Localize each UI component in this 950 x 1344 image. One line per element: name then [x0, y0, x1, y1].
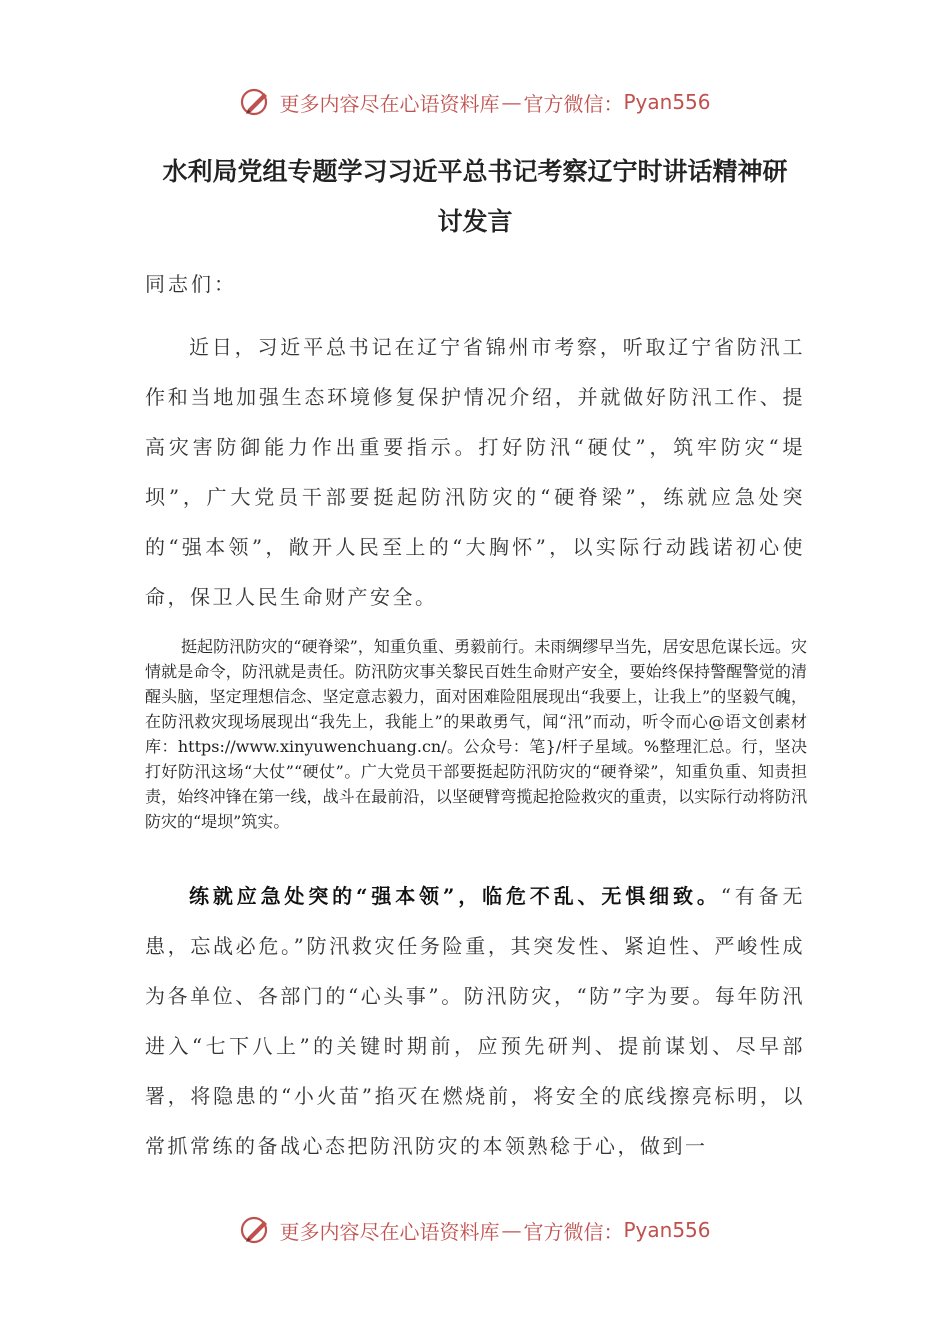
- footer-banner: [0, 1210, 950, 1250]
- paragraph-skills-lead: 练就应急处突的“强本领”，临危不乱、无惧细致。: [189, 884, 721, 908]
- banner-site-text: 更多内容尽在心语资料库: [279, 91, 500, 116]
- salutation: 同志们：: [145, 272, 237, 296]
- banner-separator: —: [501, 90, 522, 114]
- document-title-line1: 水利局党组专题学习习近平总书记考察辽宁时讲话精神研: [162, 157, 788, 186]
- pen-logo-icon: [239, 85, 273, 119]
- banner-wechat-id: Pyan556: [623, 90, 711, 114]
- banner-wechat-id: Pyan556: [623, 1218, 711, 1242]
- paragraph-intro: 近日，习近平总书记在辽宁省锦州市考察，听取辽宁省防汛工作和当地加强生态环境修复保护情况介绍，并就做好防汛工作、提高灾害防御能力作出重要指示。打好防汛“硬仗”，筑牢防灾“堤坝”，广大党员干部要挺起防汛防灾的“硬脊梁”，练就应急处突的“强本领”，敞开人民至上的“大胸怀”，以实际行动践诺初心使命，保卫人民生命财产安全。: [145, 335, 805, 609]
- banner-wechat-label: 官方微信：: [523, 91, 624, 116]
- header-banner: [0, 82, 950, 122]
- banner-separator: —: [501, 1218, 522, 1242]
- paragraph-skills-body: “有备无患，忘战必危。”防汛救灾任务险重，其突发性、紧迫性、严峻性成为各单位、各部门的“心头事”。防汛防灾，“防”字为要。每年防汛进入“七下八上”的关键时期前，应预先研判、提前谋划、尽早部署，将隐患的“小火苗”掐灭在燃烧前，将安全的底线擦亮标明，以常抓常练的备战心态把防汛防灾的本领熟稔于心，做到一: [145, 884, 805, 1158]
- pen-logo-icon: [239, 1213, 273, 1247]
- paragraph-backbone: 挺起防汛防灾的“硬脊梁”，知重负重、勇毅前行。未雨绸缪早当先，居安思危谋长远。灾情就是命令，防汛就是责任。防汛防灾事关黎民百姓生命财产安全，要始终保持警醒警觉的清醒头脑，坚定理想信念、坚定意志毅力，面对困难险阻展现出“我要上，让我上”的坚毅气魄，在防汛救灾现场展现出“我先上，我能上”的果敢勇气，闻“汛”而动，听令而心@语文创素材库：https://www.xinyuwenchuang.cn/。公众号：笔}/杆子星域。%整理汇总。行，坚决打好防汛这场“大仗”“硬仗”。广大党员干部要挺起防汛防灾的“硬脊梁”，知重负重、知责担责，始终冲锋在第一线，战斗在最前沿，以坚硬臂弯揽起抢险救灾的重责，以实际行动将防汛防灾的“堤坝”筑实。: [145, 637, 807, 831]
- banner-site-text: 更多内容尽在心语资料库: [279, 1219, 500, 1244]
- banner-wechat-label: 官方微信：: [523, 1219, 624, 1244]
- paragraph-skills: [145, 871, 805, 1171]
- document-title-line2: 讨发言: [437, 207, 513, 236]
